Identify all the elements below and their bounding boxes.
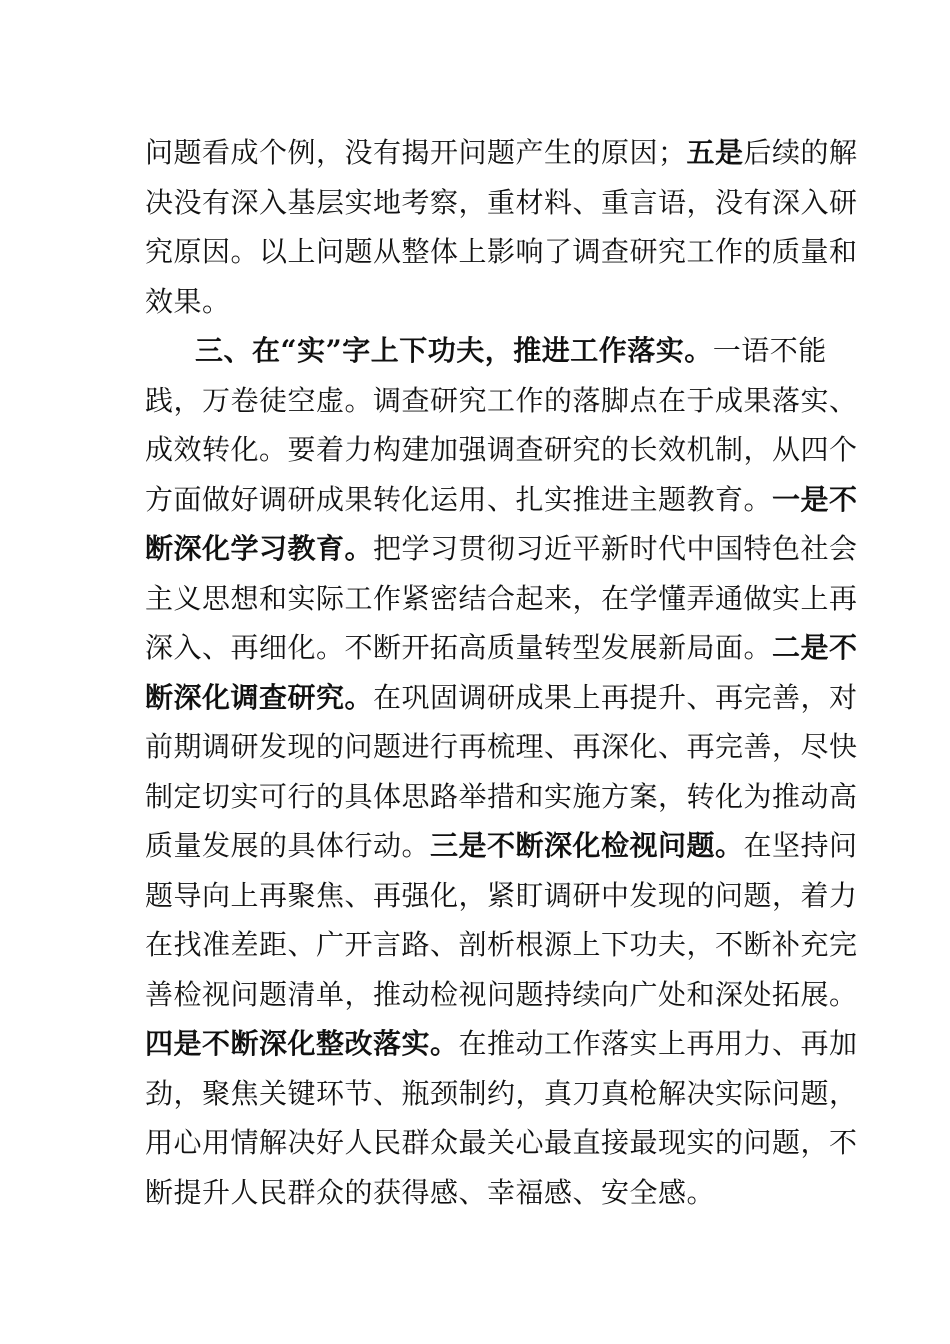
- text-segment: 成效转化。要着力构建加强调查研究的长效机制，从四个: [145, 433, 858, 466]
- text-line: [145, 623, 858, 673]
- text-line: [145, 425, 858, 475]
- text-line: [145, 227, 858, 277]
- text-segment: 一语不能: [712, 334, 827, 367]
- text-segment: 问题看成个例，没有揭开问题产生的原因；: [145, 136, 687, 169]
- bold-text-segment: 二是不: [772, 631, 858, 664]
- text-line: [145, 1069, 858, 1119]
- text-segment: 在巩固调研成果上再提升、再完善，对: [373, 680, 858, 714]
- text-line: [145, 376, 858, 426]
- text-segment: 用心用情解决好人民群众最关心最直接最现实的问题，不: [145, 1126, 858, 1159]
- text-line: [145, 574, 858, 624]
- text-segment: 践，万卷徒空虚。调查研究工作的落脚点在于成果落实、: [145, 383, 858, 417]
- bold-text-segment: 断深化学习教育。: [145, 532, 374, 565]
- text-segment: 方面做好调研成果转化运用、扎实推进主题教育。: [145, 482, 773, 516]
- text-segment: 题导向上再聚焦、再强化，紧盯调研中发现的问题，着力: [145, 878, 858, 912]
- text-segment: 决没有深入基层实地考察，重材料、重言语，没有深入研: [145, 185, 858, 219]
- text-line: [145, 970, 858, 1020]
- text-segment: 后续的解: [743, 136, 858, 169]
- text-line: [145, 475, 858, 525]
- bold-text-segment: 断深化调查研究。: [145, 680, 374, 714]
- text-segment: 在推动工作落实上再用力、再加: [458, 1027, 858, 1060]
- text-segment: 善检视问题清单，推动检视问题持续向广处和深处拓展。: [145, 977, 858, 1011]
- text-line: [145, 326, 827, 376]
- text-line: [145, 1168, 810, 1218]
- text-line: [145, 821, 858, 871]
- text-line: [145, 722, 858, 772]
- bold-text-segment: 三、在“实”字上下功夫，推进工作落实。: [195, 334, 713, 367]
- text-line: [145, 772, 858, 822]
- text-line: [145, 920, 858, 970]
- text-line: [145, 178, 858, 228]
- document-body: [145, 128, 858, 1217]
- text-segment: 在坚持问: [743, 829, 858, 862]
- text-segment: 劲，聚焦关键环节、瓶颈制约，真刀真枪解决实际问题，: [145, 1076, 858, 1110]
- text-line: [145, 673, 858, 723]
- text-segment: 深入、再细化。不断开拓高质量转型发展新局面。: [145, 631, 773, 664]
- text-segment: 究原因。以上问题从整体上影响了调查研究工作的质量和: [145, 235, 858, 268]
- bold-text-segment: 四是不断深化整改落实。: [145, 1027, 459, 1060]
- text-segment: 断提升人民群众的获得感、幸福感、安全感。: [145, 1175, 716, 1209]
- text-segment: 在找准差距、广开言路、剖析根源上下功夫，不断补充完: [145, 928, 858, 961]
- text-segment: 前期调研发现的问题进行再梳理、再深化、再完善，尽快: [145, 730, 858, 763]
- text-segment: 效果。: [145, 284, 231, 318]
- text-segment: 质量发展的具体行动。: [145, 829, 431, 862]
- text-segment: 制定切实可行的具体思路举措和实施方案，转化为推动高: [145, 779, 858, 813]
- text-line: [145, 277, 810, 327]
- bold-text-segment: 一是不: [772, 482, 858, 516]
- bold-text-segment: 五是: [686, 136, 744, 169]
- text-segment: 主义思想和实际工作紧密结合起来，在学懂弄通做实上再: [145, 581, 858, 615]
- text-line: [145, 871, 858, 921]
- text-line: [145, 128, 858, 178]
- bold-text-segment: 三是不断深化检视问题。: [430, 829, 744, 862]
- text-line: [145, 1118, 858, 1168]
- text-line: [145, 1019, 858, 1069]
- text-line: [145, 524, 858, 574]
- text-segment: 把学习贯彻习近平新时代中国特色社会: [373, 532, 858, 565]
